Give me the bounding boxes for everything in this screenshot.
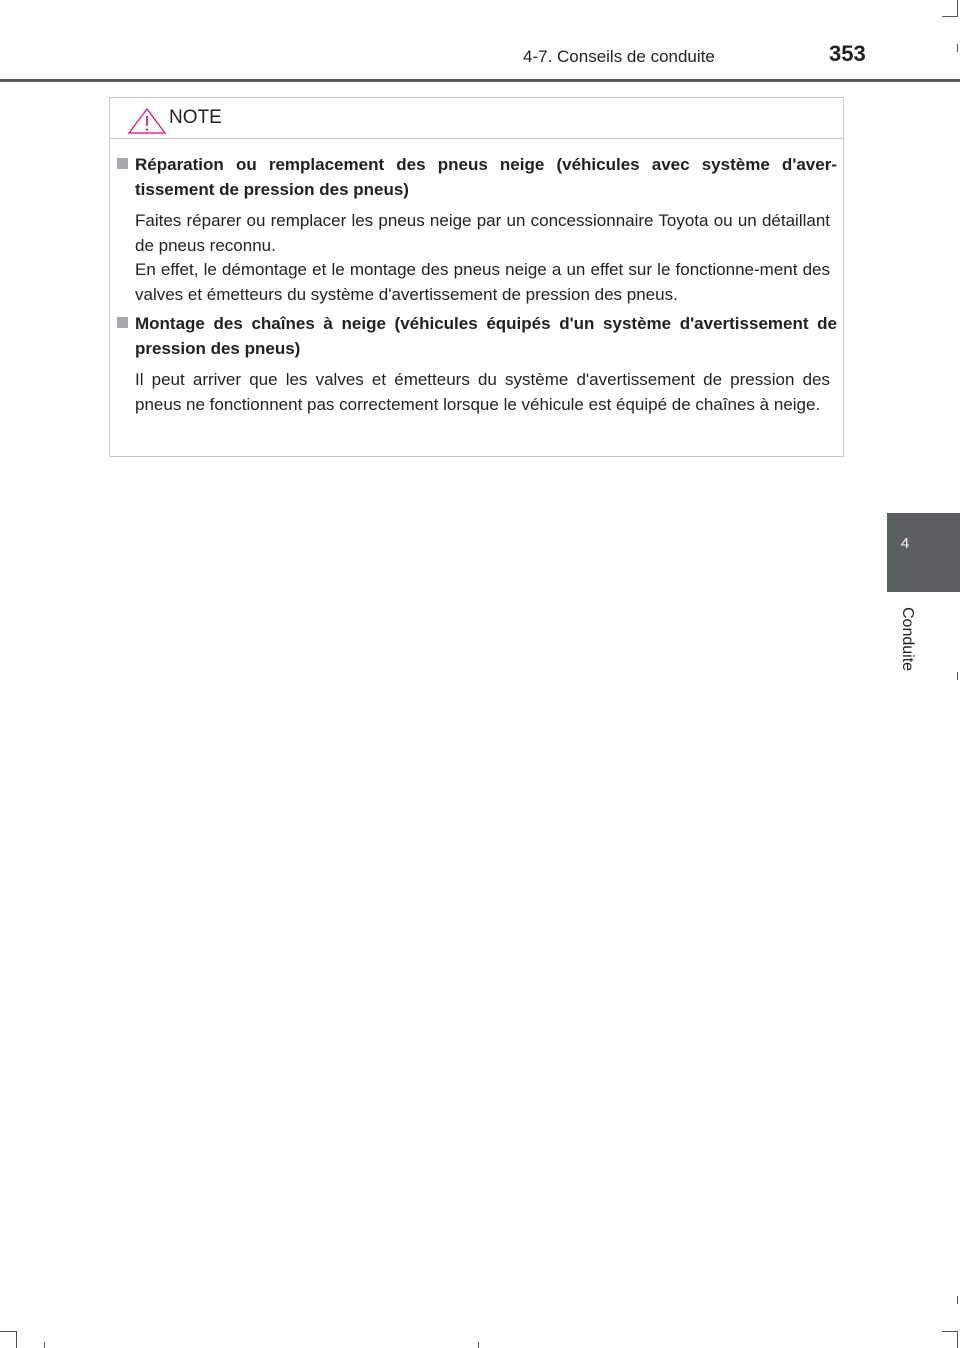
item-heading: Réparation ou remplacement des pneus neige (véhicules avec système d'aver-tissement de pression des pneus) <box>135 155 837 199</box>
item-paragraph: Il peut arriver que les valves et émetteurs du système d'avertissement de pression des pneus ne fonctionnent pas correctement lorsque le véhicule est équipé de chaînes à neige. <box>135 370 830 414</box>
crop-mark <box>16 1331 17 1348</box>
chapter-tab <box>887 513 960 592</box>
crop-mark <box>942 1331 958 1332</box>
page-number: 353 <box>829 41 866 66</box>
item-body <box>135 368 830 417</box>
crop-mark <box>957 44 958 52</box>
item-body <box>135 209 830 307</box>
warning-triangle-icon <box>128 108 166 134</box>
bullet-square-icon <box>117 317 128 328</box>
crop-mark <box>0 1331 16 1332</box>
crop-mark <box>957 1296 958 1304</box>
crop-mark <box>478 1342 479 1348</box>
header-rule <box>0 79 960 82</box>
crop-mark <box>957 672 958 680</box>
note-title: NOTE <box>169 107 222 128</box>
crop-mark <box>957 1331 958 1348</box>
crop-mark <box>957 0 958 16</box>
bullet-square-icon <box>117 158 128 169</box>
chapter-label: Conduite <box>899 606 916 672</box>
item-heading: Montage des chaînes à neige (véhicules équipés d'un système d'avertissement de pression des pneus) <box>135 314 837 358</box>
chapter-number: 4 <box>900 535 910 552</box>
note-box <box>109 97 844 457</box>
crop-mark <box>942 16 958 17</box>
item-paragraph: En effet, le démontage et le montage des pneus neige a un effet sur le fonctionne-ment des valves et émetteurs du système d'avertissement de pression des pneus. <box>135 260 830 304</box>
section-title: 4-7. Conseils de conduite <box>523 47 715 66</box>
note-header <box>110 98 843 139</box>
item-paragraph: Faites réparer ou remplacer les pneus neige par un concessionnaire Toyota ou un détaillant de pneus reconnu. <box>135 211 830 255</box>
crop-mark <box>44 1342 45 1348</box>
